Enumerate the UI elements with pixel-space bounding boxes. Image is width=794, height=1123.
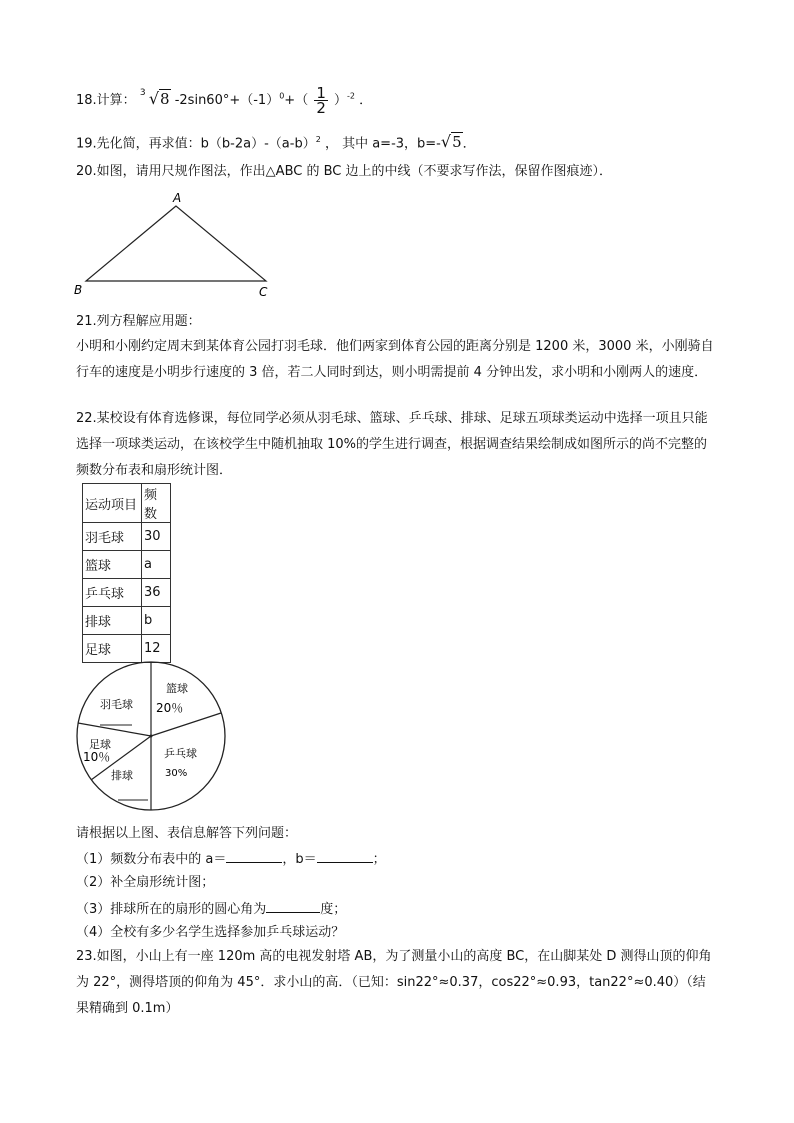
answer-blank-b (317, 848, 373, 863)
table-row (83, 579, 171, 607)
question-22-body: 22.某校设有体育选修课，每位同学必须从羽毛球、篮球、乒乓球、排球、足球五项球类运动中选择一项且只能选择一项球类运动，在该校学生中随机抽取 10%的学生进行调查，根据调查结果绘制成如图所示的尚不完整的频数分布表和扇形统计图． (76, 411, 708, 478)
pie-label-football: 足球 (89, 738, 111, 751)
table-cell: 30 (142, 523, 171, 551)
triangle-figure (70, 190, 280, 302)
sub3-end: 度； (320, 902, 347, 917)
radical-sign: √ (440, 132, 452, 152)
sub1-text: （1）频数分布表中的 a＝ (76, 852, 227, 867)
pie-chart (74, 658, 234, 814)
pie-divider-right (151, 713, 221, 736)
radical-sign: √ (148, 89, 160, 108)
sub1-end: ； (372, 852, 386, 867)
q19-condition: ， 其中 a=-3，b=- (324, 136, 441, 152)
pie-label-badminton: 羽毛球 (100, 698, 133, 711)
pie-pct-football: 10％ (83, 750, 111, 764)
sub1-text-b: ，b＝ (282, 852, 317, 867)
question-22-sub2: （2）补全扇形统计图； (76, 875, 215, 890)
question-23-body: 23.如图，小山上有一座 120m 高的电视发射塔 AB，为了测量小山的高度 BC，在山脚某处 D 测得山顶的仰角为 22°，测得塔顶的仰角为 45°．求小山的高．（已知：sin22°≈0.37，cos22°≈0.93，tan22°≈0.40）（结果精确到 0.1m） (76, 949, 712, 1016)
table-cell: 12 (142, 635, 171, 663)
question-20: 20.如图，请用尺规作图法，作出△ABC 的 BC 边上的中线（不要求写作法，保留作图痕迹）． (76, 164, 612, 179)
root-body: 8 (160, 90, 170, 108)
q19-text: 19.先化简，再求值：b（b-2a）-（a-b） (76, 136, 316, 152)
table-row (83, 551, 171, 579)
q18-close: ） (334, 93, 348, 108)
pie-center (150, 735, 153, 738)
table-cell: 羽毛球 (83, 523, 142, 551)
table-cell: 36 (142, 579, 171, 607)
question-19 (76, 130, 476, 154)
question-22-sub3 (76, 898, 346, 920)
pie-pct-pingpong: 30% (165, 768, 188, 779)
sub3-text: （3）排球所在的扇形的圆心角为 (76, 902, 267, 917)
table-header: 频数 (142, 484, 171, 523)
pie-pct-basketball: 20％ (156, 701, 184, 715)
table-cell: a (142, 551, 171, 579)
root-body: 5 (452, 133, 462, 152)
q19-end: ． (462, 136, 476, 152)
triangle-abc (86, 206, 266, 281)
q18-plus: +（ (284, 93, 309, 108)
table-cell: 排球 (83, 607, 142, 635)
q18-middle: -2sin60°+（-1） (174, 93, 280, 108)
table-header-row (83, 484, 171, 523)
question-21-body: 小明和小刚约定周末到某体育公园打羽毛球．他们两家到体育公园的距离分别是 1200 米，3000 米，小刚骑自行车的速度是小明步行速度的 3 倍，若二人同时到达，则小明需提前 4 分钟出发，求小明和小刚两人的速度． (76, 339, 714, 380)
question-21-title: 21.列方程解应用题： (76, 314, 201, 329)
table-cell: 篮球 (83, 551, 142, 579)
frequency-table (82, 483, 171, 663)
vertex-c-label: C (259, 285, 268, 299)
table-row (83, 523, 171, 551)
fraction-denominator: 2 (316, 99, 326, 117)
table-header: 运动项目 (83, 484, 142, 523)
question-18 (76, 86, 372, 115)
q18-lead: 18.计算： (76, 93, 136, 108)
q18-exponent-neg2: -2 (347, 91, 356, 101)
square-root (441, 132, 463, 154)
answer-blank-a (226, 848, 282, 863)
q18-exponent-zero: 0 (279, 91, 285, 101)
question-22-prompt: 请根据以上图、表信息解答下列问题： (76, 826, 298, 841)
table-row (83, 607, 171, 635)
q19-exponent: 2 (315, 135, 321, 144)
fraction-numerator: 1 (316, 84, 326, 102)
vertex-b-label: B (74, 283, 83, 297)
table-cell: 足球 (83, 635, 142, 663)
pie-label-pingpong: 乒乓球 (164, 747, 197, 760)
pie-label-basketball: 篮球 (166, 682, 188, 695)
table-cell: 乒乓球 (83, 579, 142, 607)
root-index: 3 (139, 88, 146, 98)
answer-blank-angle (266, 898, 320, 913)
question-22-sub1 (76, 848, 386, 870)
q18-end: ． (359, 93, 373, 108)
vertex-a-label: A (173, 191, 182, 205)
cube-root (140, 89, 171, 111)
pie-label-volleyball: 排球 (111, 769, 133, 782)
question-22-sub4: （4）全校有多少名学生选择参加乒乓球运动？ (76, 925, 345, 940)
fraction-one-half (314, 86, 328, 115)
table-cell: b (142, 607, 171, 635)
